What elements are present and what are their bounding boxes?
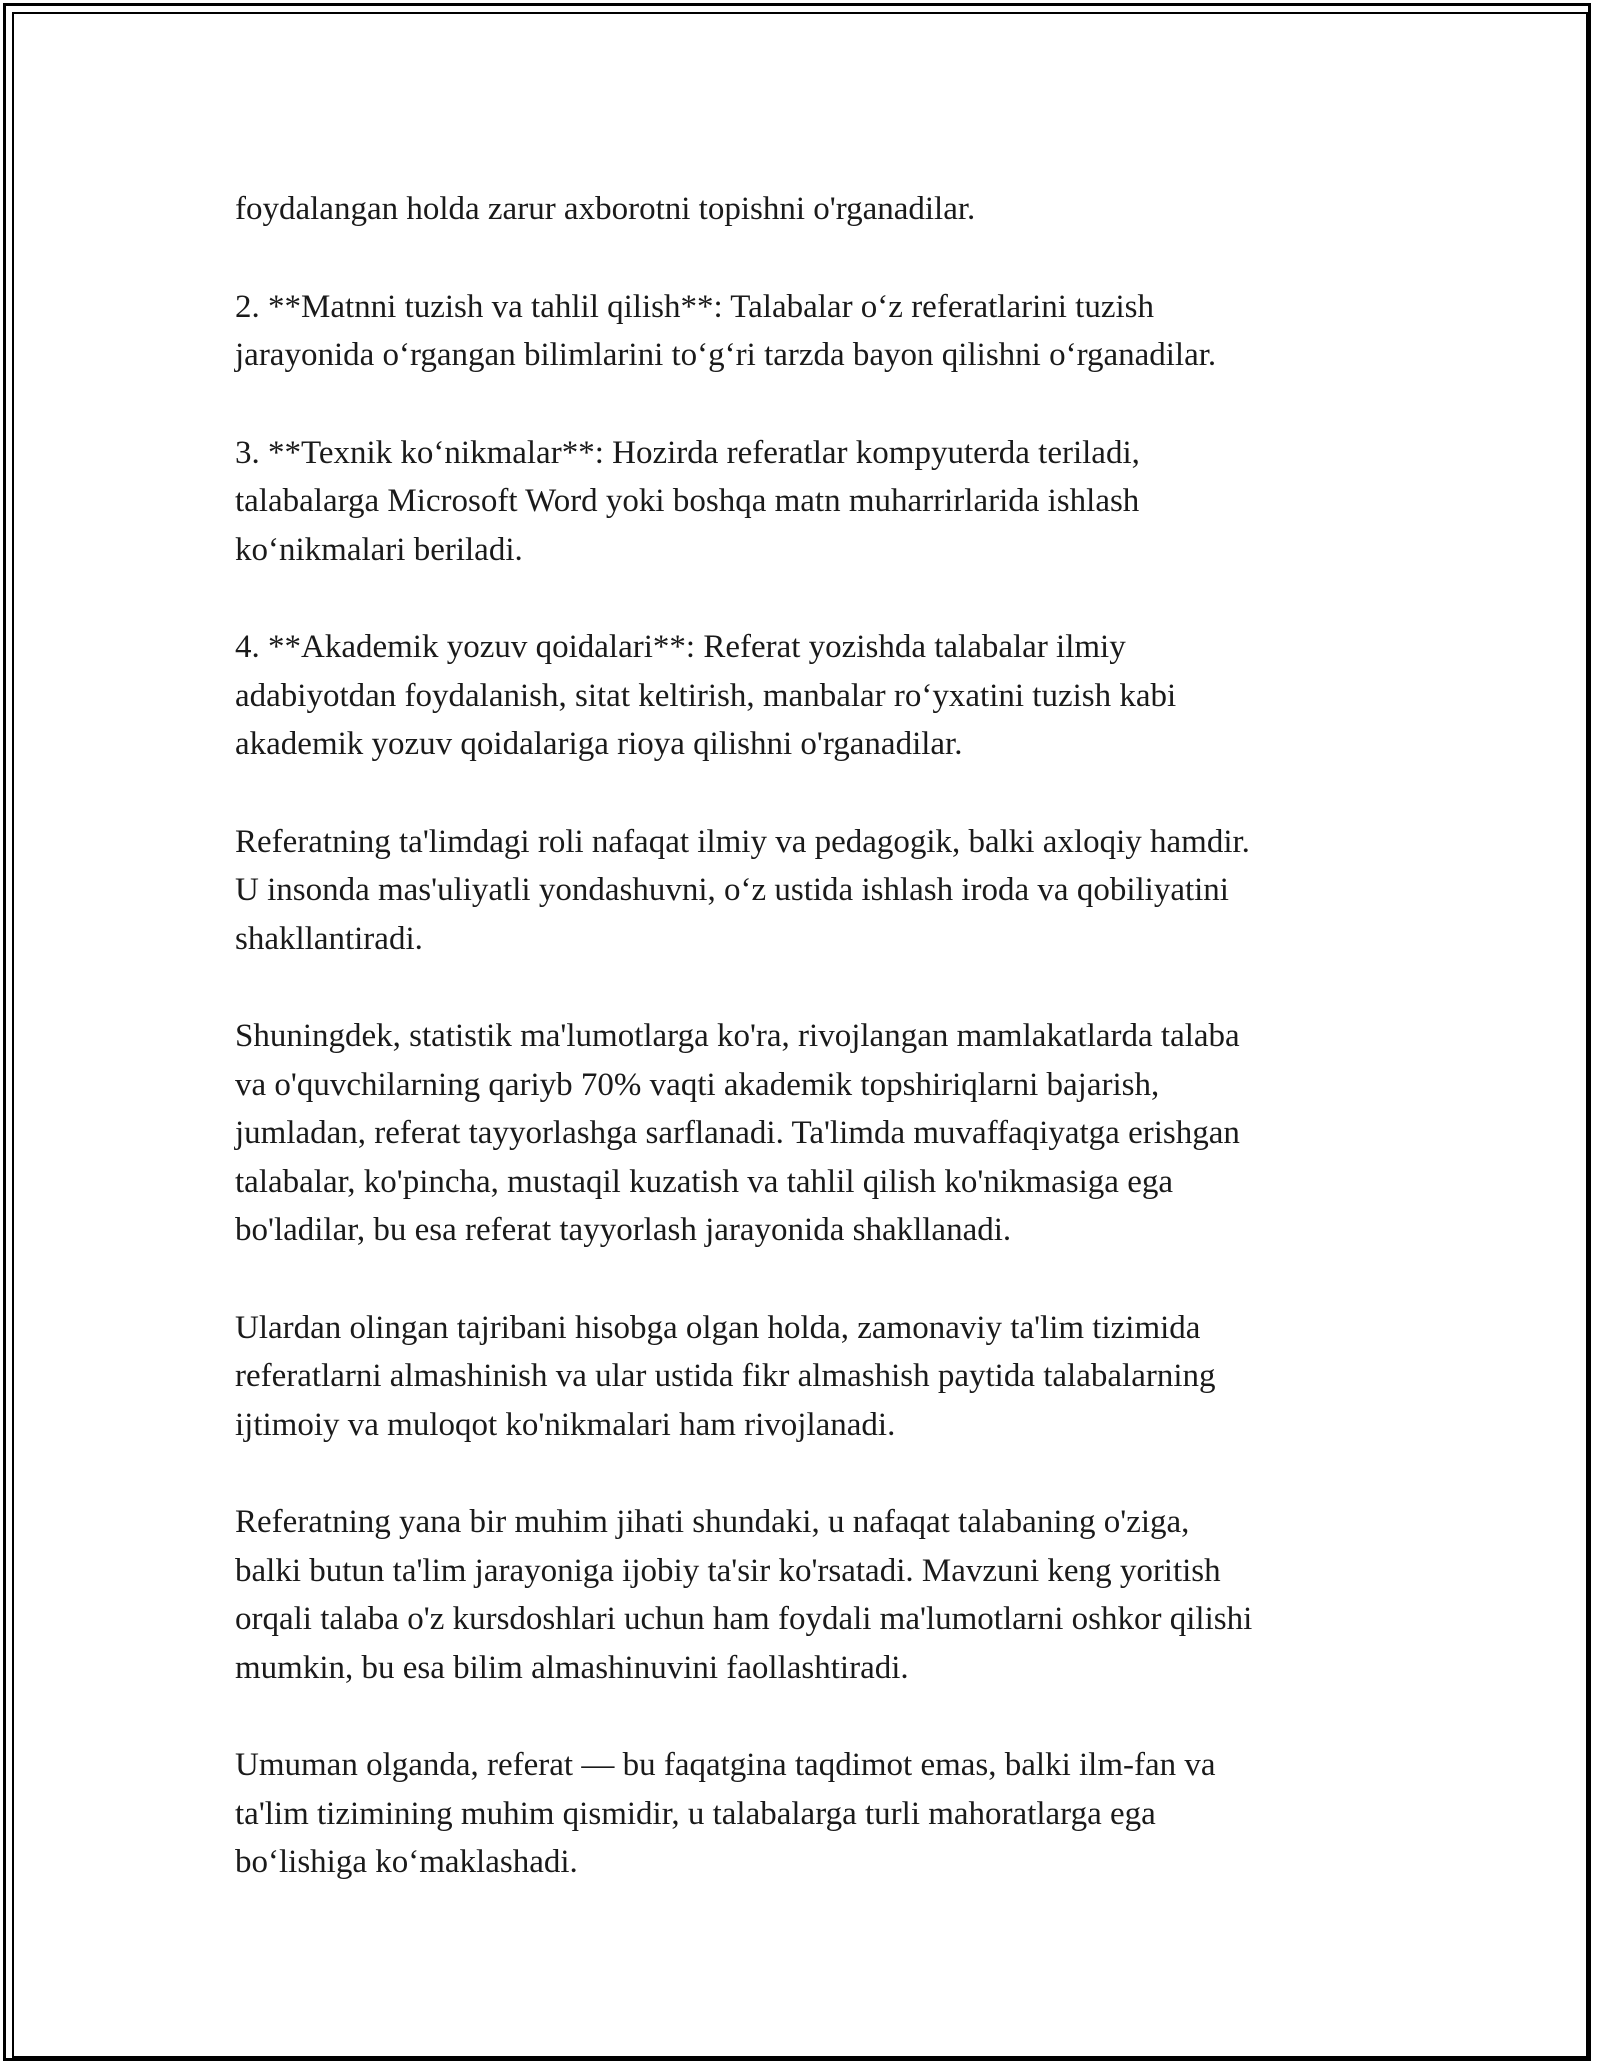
paragraph-point-2: 2. **Matnni tuzish va tahlil qilish**: Talabalar o‘z referatlarini tuzish jarayonida o‘rgangan bilimlarini to‘g‘ri tarzda bayon qilishni o‘rganadilar.: [235, 288, 1217, 373]
paragraph-role: Referatning ta'limdagi roli nafaqat ilmiy va pedagogik, balki axloqiy hamdir. U insonda mas'uliyatli yondashuvni, o‘z ustida ishlash iroda va qobiliyatini shakllantiradi.: [235, 823, 1250, 957]
paragraph-importance: Referatning yana bir muhim jihati shundaki, u nafaqat talabaning o'ziga, balki butun ta'lim jarayoniga ijobiy ta'sir ko'rsatadi. Mavzuni keng yoritish orqali talaba o'z kursdoshlari uchun ham foydali ma'lumotlarni oshkor qilishi mumkin, bu esa bilim almashinuvini faollashtiradi.: [235, 1504, 1253, 1686]
paragraph-point-4: 4. **Akademik yozuv qoidalari**: Referat yozishda talabalar ilmiy adabiyotdan foydalanish, sitat keltirish, manbalar ro‘yxatini tuzish kabi akademik yozuv qoidalariga rioya qilishni o'rganadilar.: [235, 629, 1177, 762]
paragraph-conclusion: Umuman olganda, referat — bu faqatgina taqdimot emas, balki ilm-fan va ta'lim tizimining muhim qismidir, u talabalarga turli mahoratlarga ega bo‘lishiga ko‘maklashadi.: [235, 1747, 1216, 1880]
document-body: [235, 185, 1435, 1887]
paragraph-point-3: 3. **Texnik ko‘nikmalar**: Hozirda referatlar kompyuterda teriladi, talabalarga Microsoft Word yoki boshqa matn muharrirlarida ishlash ko‘nikmalari beriladi.: [235, 434, 1140, 568]
paragraph-statistics: Shuningdek, statistik ma'lumotlarga ko'ra, rivojlangan mamlakatlarda talaba va o'quvchilarning qariyb 70% vaqti akademik topshiriqlarni bajarish, jumladan, referat tayyorlashga sarflanadi. Ta'limda muvaffaqiyatga erishgan talabalar, ko'pincha, mustaqil kuzatish va tahlil qilish ko'nikmasiga ega bo'ladilar, bu esa referat tayyorlash jarayonida shakllanadi.: [235, 1018, 1240, 1248]
paragraph-experience: Ulardan olingan tajribani hisobga olgan holda, zamonaviy ta'lim tizimida referatlarni almashinish va ular ustida fikr almashish paytida talabalarning ijtimoiy va muloqot ko'nikmalari ham rivojlanadi.: [235, 1309, 1216, 1443]
paragraph-continuation: foydalangan holda zarur axborotni topishni o'rganadilar.: [235, 191, 976, 227]
